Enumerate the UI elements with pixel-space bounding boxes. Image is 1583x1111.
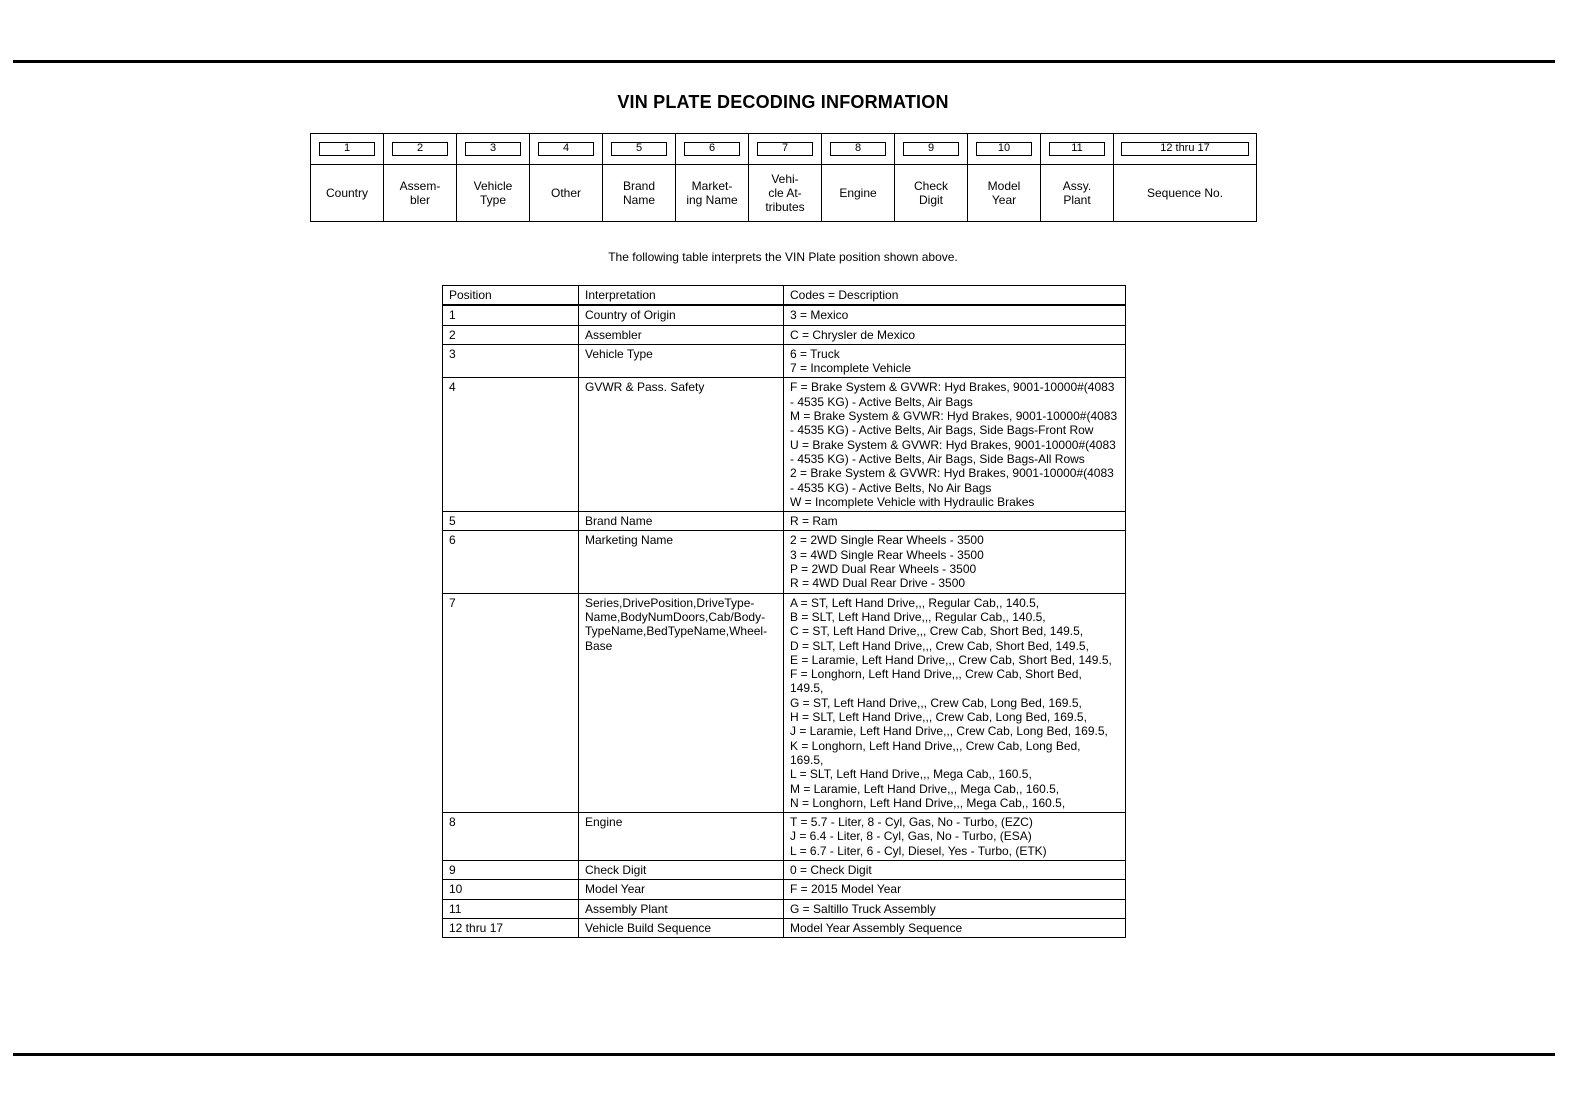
table-row bbox=[443, 860, 1126, 879]
position-cell: 5 bbox=[443, 512, 579, 531]
interpretation-cell: Model Year bbox=[579, 880, 784, 899]
vin-position-5 bbox=[603, 134, 676, 221]
interpretation-cell: Engine bbox=[579, 813, 784, 861]
table-row bbox=[443, 512, 1126, 531]
position-cell: 7 bbox=[443, 593, 579, 812]
header-interpretation: Interpretation bbox=[579, 286, 784, 306]
table-row bbox=[443, 378, 1126, 512]
table-row bbox=[443, 531, 1126, 593]
position-cell: 12 thru 17 bbox=[443, 918, 579, 937]
header-position: Position bbox=[443, 286, 579, 306]
vin-position-8 bbox=[822, 134, 895, 221]
codes-cell: Model Year Assembly Sequence bbox=[784, 918, 1126, 937]
codes-cell: 2 = 2WD Single Rear Wheels - 3500 3 = 4WD Single Rear Wheels - 3500 P = 2WD Dual Rear Wheels - 3500 R = 4WD Dual Rear Drive - 3500 bbox=[784, 531, 1126, 593]
table-row bbox=[443, 325, 1126, 344]
codes-cell: G = Saltillo Truck Assembly bbox=[784, 899, 1126, 918]
vin-position-number: 8 bbox=[830, 142, 886, 156]
vin-position-label: Other bbox=[550, 186, 581, 200]
position-cell: 6 bbox=[443, 531, 579, 593]
vin-plate-diagram bbox=[310, 133, 1257, 222]
vin-position-10 bbox=[968, 134, 1041, 221]
codes-cell: 3 = Mexico bbox=[784, 305, 1126, 325]
interpretation-cell: Vehicle Type bbox=[579, 344, 784, 378]
table-row bbox=[443, 305, 1126, 325]
top-rule bbox=[13, 60, 1555, 63]
vin-position-number: 2 bbox=[392, 142, 448, 156]
table-row bbox=[443, 813, 1126, 861]
vin-decode-table bbox=[442, 285, 1126, 938]
table-header-row bbox=[443, 286, 1126, 306]
table-row bbox=[443, 918, 1126, 937]
vin-position-1 bbox=[311, 134, 384, 221]
position-cell: 9 bbox=[443, 860, 579, 879]
vin-position-number: 12 thru 17 bbox=[1121, 142, 1249, 156]
vin-position-label: Check Digit bbox=[913, 179, 948, 207]
vin-position-label: Brand Name bbox=[622, 179, 656, 207]
vin-position-6 bbox=[676, 134, 749, 221]
position-cell: 10 bbox=[443, 880, 579, 899]
vin-position-4 bbox=[530, 134, 603, 221]
codes-cell: 6 = Truck 7 = Incomplete Vehicle bbox=[784, 344, 1126, 378]
interpretation-cell: Brand Name bbox=[579, 512, 784, 531]
vin-position-label: Model Year bbox=[987, 179, 1021, 207]
vin-position-label: Vehicle Type bbox=[473, 179, 513, 207]
vin-position-number: 6 bbox=[684, 142, 740, 156]
position-cell: 1 bbox=[443, 305, 579, 325]
bottom-rule bbox=[13, 1053, 1555, 1056]
position-cell: 3 bbox=[443, 344, 579, 378]
page-title: VIN PLATE DECODING INFORMATION bbox=[617, 92, 949, 112]
vin-position-3 bbox=[457, 134, 530, 221]
position-cell: 4 bbox=[443, 378, 579, 512]
position-cell: 8 bbox=[443, 813, 579, 861]
vin-position-12-17 bbox=[1114, 134, 1256, 221]
interpretation-cell: Marketing Name bbox=[579, 531, 784, 593]
codes-cell: F = 2015 Model Year bbox=[784, 880, 1126, 899]
vin-position-number: 5 bbox=[611, 142, 667, 156]
vin-position-number: 4 bbox=[538, 142, 594, 156]
table-row bbox=[443, 593, 1126, 812]
codes-cell: T = 5.7 - Liter, 8 - Cyl, Gas, No - Turbo, (EZC) J = 6.4 - Liter, 8 - Cyl, Gas, No - Turbo, (ESA) L = 6.7 - Liter, 6 - Cyl, Diesel, Yes - Turbo, (ETK) bbox=[784, 813, 1126, 861]
vin-position-label: Engine bbox=[839, 186, 877, 200]
interpretation-cell: Vehicle Build Sequence bbox=[579, 918, 784, 937]
vin-position-label: Country bbox=[325, 186, 369, 200]
codes-cell: R = Ram bbox=[784, 512, 1126, 531]
vin-position-label: Market- ing Name bbox=[686, 179, 738, 207]
vin-position-9 bbox=[895, 134, 968, 221]
codes-cell: C = Chrysler de Mexico bbox=[784, 325, 1126, 344]
vin-position-label: Sequence No. bbox=[1146, 186, 1224, 200]
interpretation-cell: Series,DrivePosition,DriveType- Name,BodyNumDoors,Cab/Body- TypeName,BedTypeName,Wheel- Base bbox=[579, 593, 784, 812]
vin-position-number: 1 bbox=[319, 142, 375, 156]
position-cell: 2 bbox=[443, 325, 579, 344]
vin-position-2 bbox=[384, 134, 457, 221]
interpretation-cell: Check Digit bbox=[579, 860, 784, 879]
vin-position-label: Vehi- cle At- tributes bbox=[765, 172, 805, 214]
interpretation-cell: GVWR & Pass. Safety bbox=[579, 378, 784, 512]
header-codes: Codes = Description bbox=[784, 286, 1126, 306]
interpretation-cell: Assembly Plant bbox=[579, 899, 784, 918]
vin-position-number: 3 bbox=[465, 142, 521, 156]
vin-position-label: Assy. Plant bbox=[1062, 179, 1092, 207]
vin-position-number: 10 bbox=[976, 142, 1032, 156]
table-row bbox=[443, 899, 1126, 918]
vin-position-label: Assem- bler bbox=[399, 179, 441, 207]
vin-position-number: 7 bbox=[757, 142, 813, 156]
vin-position-number: 9 bbox=[903, 142, 959, 156]
position-cell: 11 bbox=[443, 899, 579, 918]
codes-cell: A = ST, Left Hand Drive,,, Regular Cab,, 140.5, B = SLT, Left Hand Drive,,, Regular Cab,, 140.5, C = ST, Left Hand Drive,,, Crew Cab, Short Bed, 149.5, D = SLT, Left Hand Drive,,, Crew Cab, Short Bed, 149.5, E = Laramie, Left Hand Drive,,, Crew Cab, Short Bed, 149.5, F = Longhorn, Left Hand Drive,,, Crew Cab, Short Bed, 149.5, G = ST, Left Hand Drive,,, Crew Cab, Long Bed, 169.5, H = SLT, Left Hand Drive,,, Crew Cab, Long Bed, 169.5, J = Laramie, Left Hand Drive,,, Crew Cab, Long Bed, 169.5, K = Longhorn, Left Hand Drive,,, Crew Cab, Long Bed, 169.5, L = SLT, Left Hand Drive,,, Mega Cab,, 160.5, M = Laramie, Left Hand Drive,,, Mega Cab,, 160.5, N = Longhorn, Left Hand Drive,,, Mega Cab,, 160.5, bbox=[784, 593, 1126, 812]
codes-cell: 0 = Check Digit bbox=[784, 860, 1126, 879]
interpretation-cell: Assembler bbox=[579, 325, 784, 344]
table-caption: The following table interprets the VIN Plate position shown above. bbox=[608, 250, 958, 264]
table-row bbox=[443, 880, 1126, 899]
vin-position-number: 11 bbox=[1049, 142, 1105, 156]
vin-position-11 bbox=[1041, 134, 1114, 221]
vin-position-7 bbox=[749, 134, 822, 221]
table-row bbox=[443, 344, 1126, 378]
codes-cell: F = Brake System & GVWR: Hyd Brakes, 9001-10000#(4083 - 4535 KG) - Active Belts, Air Bags M = Brake System & GVWR: Hyd Brakes, 9001-10000#(4083 - 4535 KG) - Active Belts, Air Bags, Side Bags-Front Row U = Brake System & GVWR: Hyd Brakes, 9001-10000#(4083 - 4535 KG) - Active Belts, Air Bags, Side Bags-All Rows 2 = Brake System & GVWR: Hyd Brakes, 9001-10000#(4083 - 4535 KG) - Active Belts, No Air Bags W = Incomplete Vehicle with Hydraulic Brakes bbox=[784, 378, 1126, 512]
interpretation-cell: Country of Origin bbox=[579, 305, 784, 325]
